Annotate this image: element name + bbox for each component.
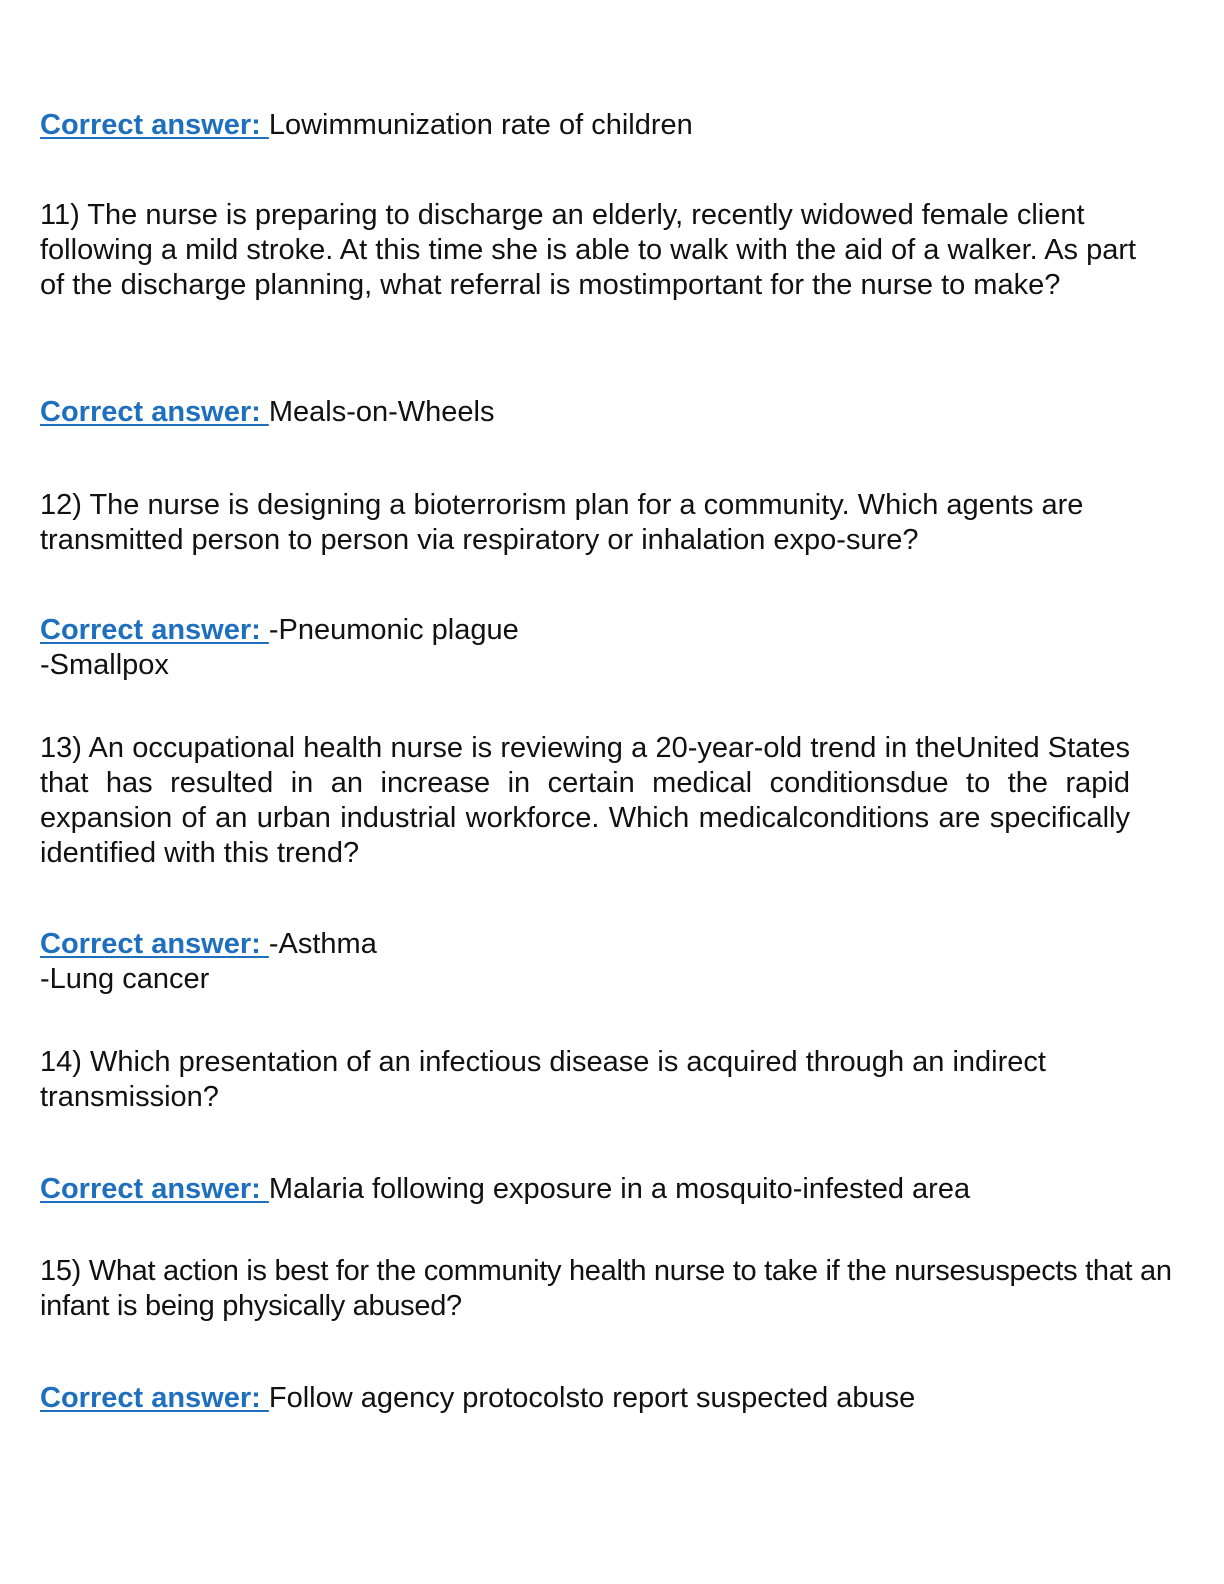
answer-text: -Lung cancer xyxy=(40,963,210,995)
question-14: 14) Which presentation of an infectious disease is acquired through an indirect transmission? xyxy=(40,1046,1046,1113)
answer-block xyxy=(40,1381,1180,1416)
question-15: 15) What action is best for the community health nurse to take if the nursesuspects that an infant is being physically abused? xyxy=(40,1255,1172,1322)
answer-block xyxy=(40,1172,1180,1207)
answer-text: Malaria following exposure in a mosquito-infested area xyxy=(268,1173,971,1205)
correct-answer-label: Correct answer: xyxy=(40,928,269,960)
answer-text: Meals-on-Wheels xyxy=(268,396,495,428)
answer-block xyxy=(40,108,1180,143)
answer-block xyxy=(40,395,1180,430)
answer-text: -Pneumonic plague xyxy=(268,614,519,646)
correct-answer-label: Correct answer: xyxy=(40,396,269,428)
answer-text: -Smallpox xyxy=(40,649,169,681)
answer-text: Follow agency protocolsto report suspected abuse xyxy=(268,1382,916,1414)
correct-answer-label: Correct answer: xyxy=(40,109,269,141)
question-11: 11) The nurse is preparing to discharge an elderly, recently widowed female client following a mild stroke. At this time she is able to walk with the aid of a walker. As part of the discharge planning, what referral is mostimportant for the nurse to make? xyxy=(40,199,1137,301)
answer-text: Lowimmunization rate of children xyxy=(268,109,693,141)
question-13: 13) An occupational health nurse is reviewing a 20-year-old trend in theUnited States that has resulted in an increase in certain medical conditionsdue to the rapid expansion of an urban industrial workforce. Which medicalconditions are specifically identified with this trend? xyxy=(40,732,1130,869)
answer-text: -Asthma xyxy=(268,928,377,960)
question-12: 12) The nurse is designing a bioterrorism plan for a community. Which agents are transmitted person to person via respiratory or inhalation expo-sure? xyxy=(40,489,1084,556)
correct-answer-label: Correct answer: xyxy=(40,1382,269,1414)
correct-answer-label: Correct answer: xyxy=(40,1173,269,1205)
answer-block xyxy=(40,613,1180,683)
answer-block xyxy=(40,927,1180,997)
correct-answer-label: Correct answer: xyxy=(40,614,269,646)
